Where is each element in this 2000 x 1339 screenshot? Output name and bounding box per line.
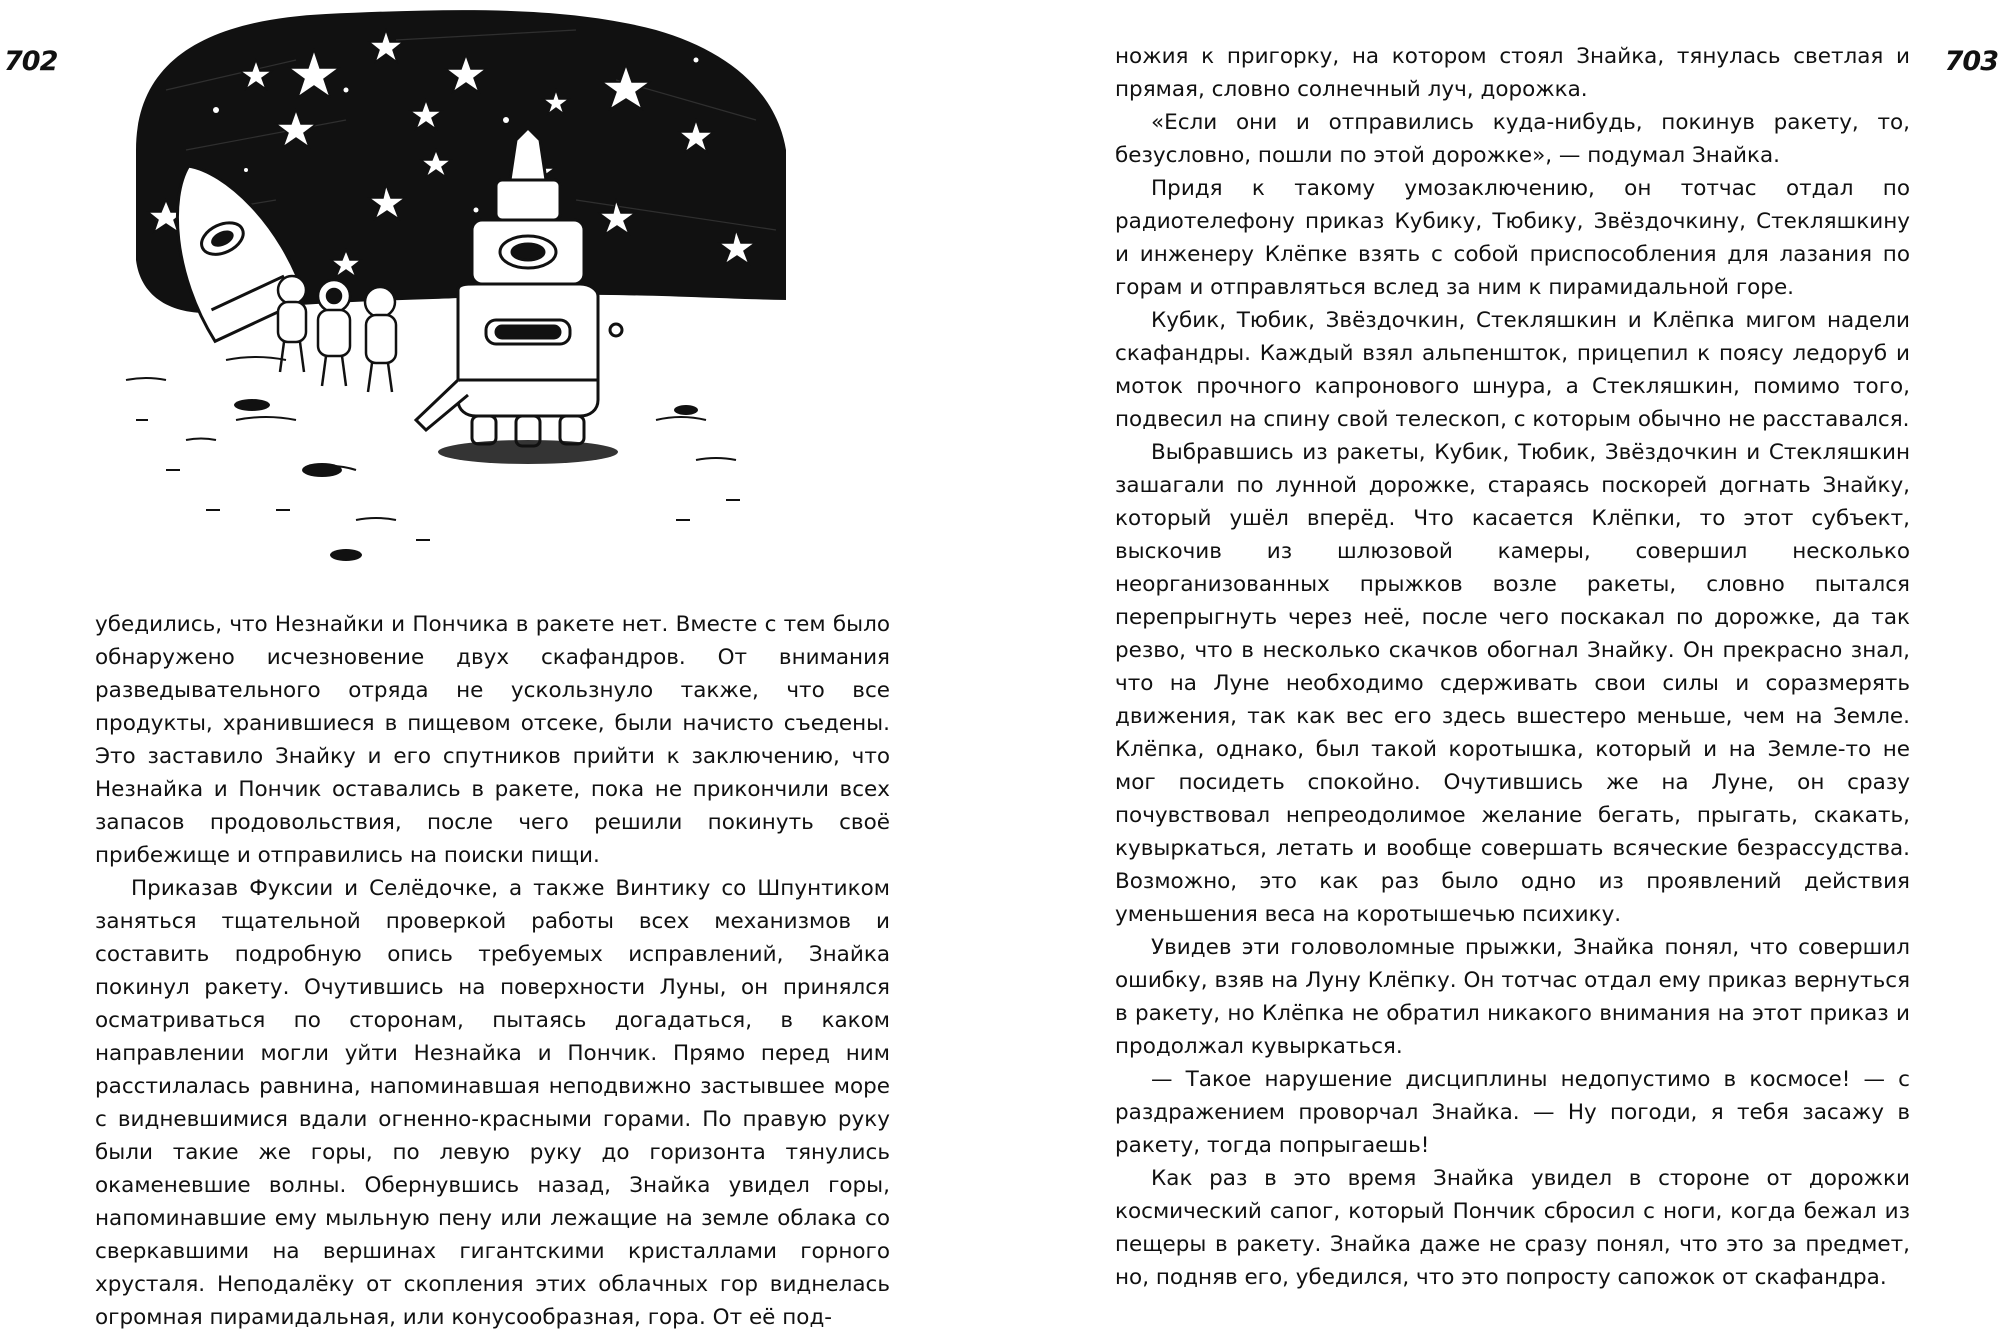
page-number: 702 bbox=[4, 46, 58, 77]
paragraph: Придя к такому умозаключению, он тотчас отдал по радиотелефону приказ Кубику, Тюбику, Звёздочкину, Стекляшкину и инженеру Клёпке взять с собой приспособления для лазания по горам и отправляться вслед за ним к пирамидальной горе. bbox=[1115, 176, 1910, 300]
paragraph: Как раз в это время Знайка увидел в стороне от дорожки космический сапог, который Пончик сбросил с ноги, когда бежал из пещеры в ракету. Знайка даже не сразу понял, что это за предмет, но, подняв его, убедился, что это попросту сапожок от скафандра. bbox=[1115, 1166, 1910, 1290]
paragraph: Приказав Фуксии и Селёдочке, а также Винтику со Шпунтиком заняться тщательной проверкой работы всех механизмов и составить подробную опись требуемых исправлений, Знайка покинул ракету. Очутившись на поверхности Луны, он принялся осматриваться по сторонам, пытаясь догадаться, в каком направлении могли уйти Незнайка и Пончик. Прямо перед ним расстилалась равнина, напоминавшая неподвижно застывшее море с видневшимися вдали огненно-красными горами. По правую руку были такие же горы, по левую руку до горизонта тянулись окаменевшие волны. Обернувшись назад, Знайка увидел горы, напоминавшие ему мыльную пену или лежащие на земле облака со сверкавшими на вершинах гигантскими кристаллами горного хрусталя. Неподалёку от скопления этих облачных гор виднелась огромная пирамидальная, или конусообразная, гора. От её под- bbox=[95, 876, 890, 1330]
moon-illustration bbox=[96, 0, 816, 592]
paragraph: Кубик, Тюбик, Звёздочкин, Стекляшкин и Клёпка мигом надели скафандры. Каждый взял альпеншток, прицепил к поясу ледоруб и моток прочного капронового шнура, а Стекляшкин, помимо того, подвесил на спину свой телескоп, с которым обычно не расставался. bbox=[1115, 308, 1910, 432]
paragraph: «Если они и отправились куда-нибудь, покинув ракету, то, безусловно, пошли по этой дорожке», — подумал Знайка. bbox=[1115, 110, 1910, 168]
paragraph: Увидев эти головоломные прыжки, Знайка понял, что совершил ошибку, взяв на Луну Клёпку. Он тотчас отдал ему приказ вернуться в ракету, но Клёпка не обратил никакого внимания на этот приказ и продолжал кувыркаться. bbox=[1115, 935, 1910, 1059]
paragraph: — Такое нарушение дисциплины недопустимо в космосе! — с раздражением проворчал Знайка. — Ну погоди, я тебя засажу в ракету, тогда попрыгаешь! bbox=[1115, 1067, 1910, 1158]
paragraph: Выбравшись из ракеты, Кубик, Тюбик, Звёздочкин и Стекляшкин зашагали по лунной дорожке, стараясь поскорей догнать Знайку, который ушёл вперёд. Что касается Клёпки, то этот субъект, выскочив из шлюзовой камеры, совершил несколько неорганизованных прыжков возле ракеты, словно пытался перепрыгнуть через неё, после чего поскакал по дорожке, да так резво, что в несколько скачков обогнал Знайку. Он прекрасно знал, что на Луне необходимо сдерживать свои силы и соразмерять движения, так как вес его здесь вшестеро меньше, чем на Земле. Клёпка, однако, был такой коротышка, который и на Земле-то не мог посидеть спокойно. Очутившись же на Луне, он сразу почувствовал непреодолимое желание бегать, прыгать, скакать, кувыркаться, летать и вообще совершать всяческие безрассудства. Возможно, это как раз было одно из проявлений действия уменьшения веса на коротышечью психику. bbox=[1115, 440, 1910, 927]
right-page-text bbox=[1115, 40, 1910, 1294]
paragraph: ножия к пригорку, на котором стоял Знайка, тянулась светлая и прямая, словно солнечный луч, дорожка. bbox=[1115, 44, 1910, 102]
page-number: 703 bbox=[1944, 46, 1998, 77]
right-page bbox=[1000, 0, 2000, 1339]
left-page-text bbox=[95, 608, 890, 1334]
paragraph: убедились, что Незнайки и Пончика в ракете нет. Вместе с тем было обнаружено исчезновение двух скафандров. От внимания разведывательного отряда не ускользнуло также, что все продукты, хранившиеся в пищевом отсеке, были начисто съедены. Это заставило Знайку и его спутников прийти к заключению, что Незнайка и Пончик оставались в ракете, пока не прикончили всех запасов продовольствия, после чего решили покинуть своё прибежище и отправились на поиски пищи. bbox=[95, 612, 890, 868]
